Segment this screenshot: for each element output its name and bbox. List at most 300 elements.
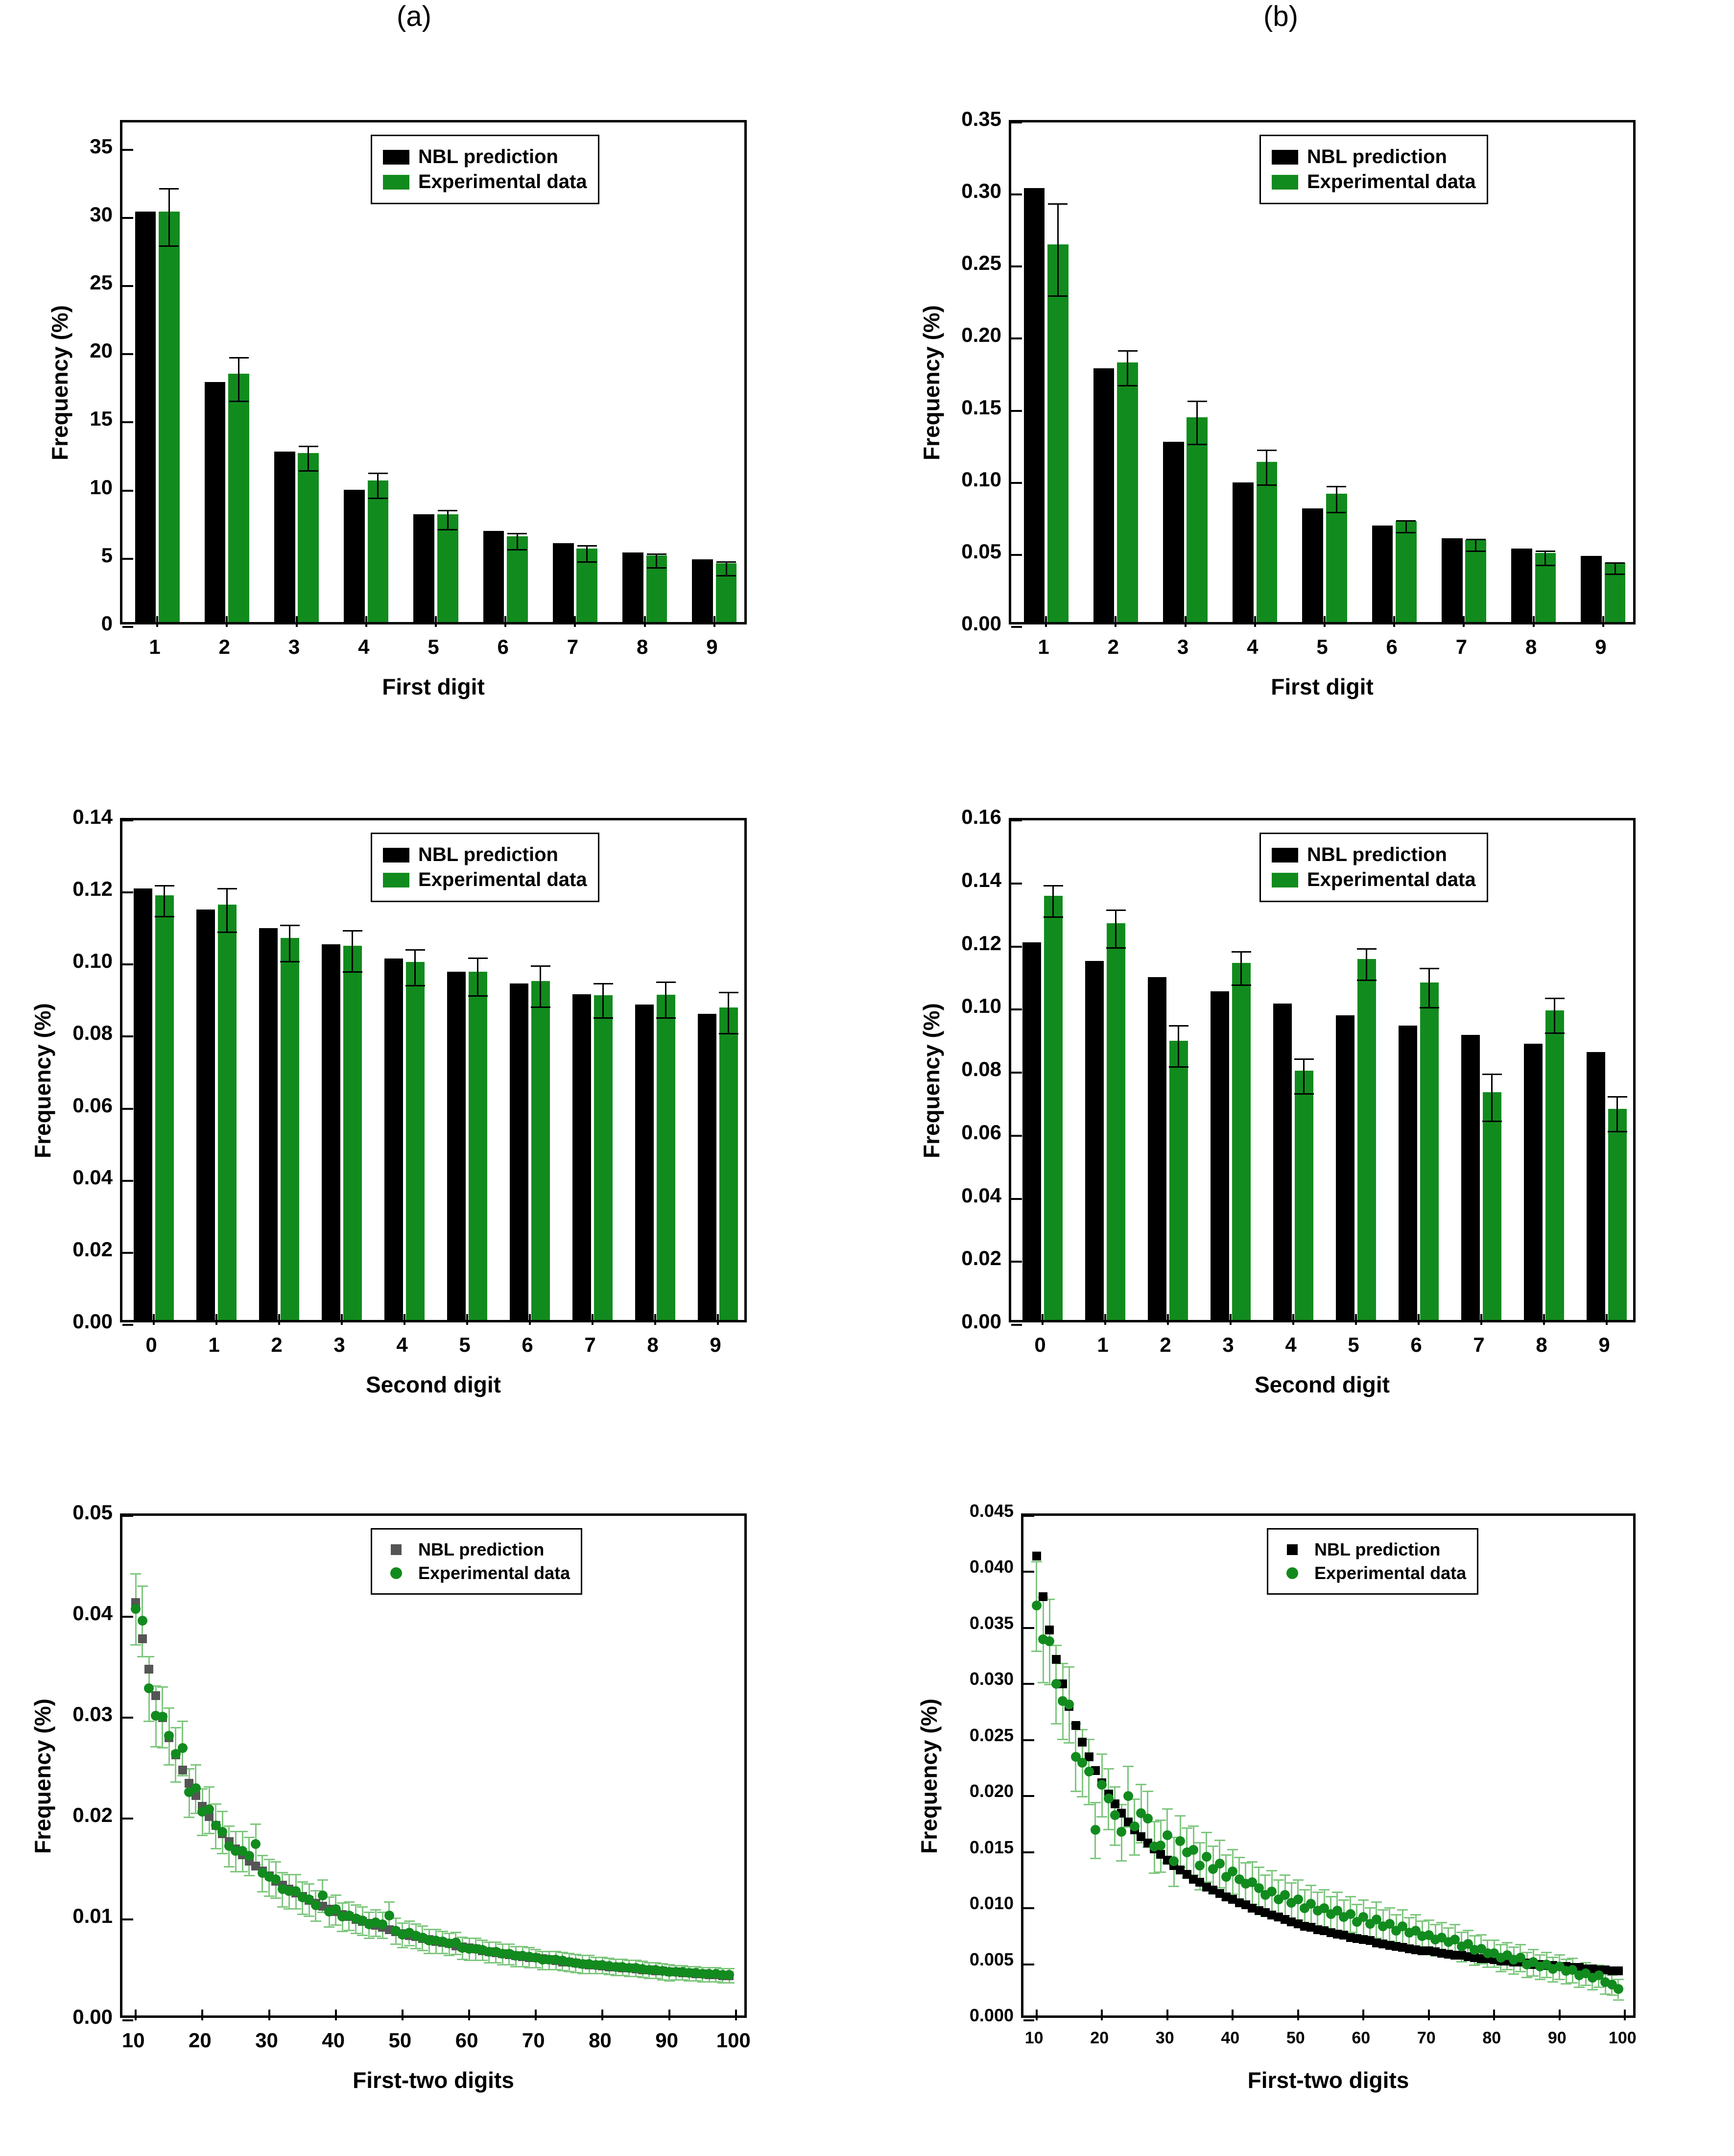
error-cap-bottom	[1031, 1651, 1042, 1652]
x-tick-mark	[1036, 2010, 1038, 2020]
error-cap-top	[1430, 1924, 1441, 1925]
x-tick-mark	[1559, 2010, 1561, 2020]
error-cap-top	[1545, 998, 1565, 999]
error-bar	[1475, 539, 1476, 551]
error-bar	[168, 188, 170, 245]
x-tick-mark	[504, 616, 506, 627]
error-cap-bottom	[1587, 1989, 1598, 1990]
error-bar	[1240, 951, 1242, 984]
legend	[371, 1528, 582, 1595]
error-cap-top	[530, 1949, 541, 1950]
error-cap-top	[468, 958, 488, 959]
error-cap-top	[397, 1922, 408, 1924]
error-cap-bottom	[477, 1960, 488, 1961]
x-tick-mark	[535, 2010, 537, 2020]
x-tick-label: 70	[522, 2029, 545, 2052]
y-tick-mark	[1011, 482, 1022, 484]
error-cap-top	[280, 925, 300, 926]
x-tick-mark	[278, 1314, 280, 1325]
x-tick-label: 9	[706, 635, 718, 658]
data-point	[1175, 1836, 1185, 1846]
legend-swatch	[390, 1567, 402, 1579]
x-tick-label: 30	[255, 2029, 278, 2052]
data-point	[1116, 1827, 1126, 1837]
y-tick-mark	[122, 1035, 133, 1037]
error-cap-bottom	[647, 567, 666, 569]
x-tick-label: 2	[271, 1333, 283, 1356]
x-tick-label: 100	[716, 2029, 751, 2052]
y-tick-mark	[1011, 193, 1022, 195]
error-cap-bottom	[1106, 947, 1126, 949]
x-tick-mark	[1254, 616, 1256, 627]
error-cap-top	[1443, 1927, 1454, 1929]
error-cap-bottom	[405, 985, 425, 986]
x-tick-label: 6	[497, 635, 509, 658]
error-cap-bottom	[1528, 1975, 1539, 1977]
x-tick-mark	[1185, 616, 1187, 627]
y-tick-mark	[122, 217, 133, 219]
error-cap-top	[1502, 1942, 1513, 1943]
bar-experimental-9	[1608, 1109, 1627, 1320]
x-tick-mark	[156, 616, 158, 627]
error-cap-top	[716, 561, 736, 563]
y-tick-label: 0.05	[961, 539, 1001, 563]
x-tick-mark	[1480, 1314, 1482, 1325]
y-tick-mark	[122, 421, 133, 423]
error-cap-top	[351, 1904, 361, 1906]
error-cap-top	[524, 1947, 535, 1948]
error-cap-top	[1365, 1907, 1376, 1909]
error-cap-top	[211, 1803, 221, 1805]
error-cap-bottom	[1545, 1032, 1565, 1034]
bar-nbl-7	[1461, 1035, 1480, 1320]
x-tick-mark	[435, 616, 437, 627]
bar-nbl-1	[1085, 961, 1104, 1320]
error-bar	[1196, 401, 1198, 444]
bar-experimental-2	[281, 938, 299, 1320]
y-tick-mark	[1023, 1964, 1034, 1965]
error-bar	[602, 983, 604, 1018]
y-tick-mark	[122, 353, 133, 355]
y-tick-label: 0.06	[72, 1093, 113, 1117]
x-tick-label: 8	[1525, 635, 1537, 658]
y-tick-label: 0.045	[969, 1501, 1014, 1521]
y-tick-label: 0.06	[961, 1120, 1001, 1144]
error-cap-top	[1299, 1889, 1310, 1891]
x-tick-mark	[335, 2010, 337, 2020]
error-cap-bottom	[1090, 1858, 1101, 1859]
x-tick-mark	[135, 2010, 137, 2020]
x-tick-label: 4	[396, 1333, 408, 1356]
y-tick-label: 0.000	[969, 2005, 1014, 2025]
y-tick-mark	[122, 1108, 133, 1110]
error-bar	[665, 982, 666, 1018]
y-tick-mark	[122, 1515, 133, 1517]
error-cap-top	[164, 1707, 174, 1709]
error-cap-bottom	[164, 1764, 174, 1766]
y-tick-label: 0.00	[72, 1310, 113, 1333]
y-axis-label: Frequency (%)	[916, 1699, 942, 1854]
error-bar	[238, 357, 239, 401]
error-cap-bottom	[343, 971, 362, 973]
x-tick-mark	[1292, 1314, 1294, 1325]
error-cap-top	[1254, 1867, 1264, 1868]
x-axis-label: Second digit	[1255, 1372, 1390, 1397]
error-cap-top	[1286, 1882, 1297, 1884]
data-point	[1110, 1810, 1120, 1820]
error-bar	[586, 545, 588, 561]
error-cap-bottom	[1118, 385, 1138, 386]
y-axis-label: Frequency (%)	[30, 1003, 55, 1158]
error-cap-bottom	[177, 1775, 188, 1776]
error-bar	[1366, 948, 1367, 980]
error-bar	[1057, 203, 1059, 295]
error-cap-top	[1169, 1025, 1188, 1027]
legend	[371, 135, 599, 204]
x-tick-mark	[1418, 1314, 1420, 1325]
x-tick-mark	[1166, 2010, 1168, 2020]
x-tick-mark	[404, 1314, 405, 1325]
data-point	[1202, 1852, 1211, 1862]
error-cap-top	[1476, 1934, 1487, 1936]
x-tick-mark	[296, 616, 298, 627]
error-cap-top	[491, 1941, 501, 1943]
y-tick-mark	[1023, 1515, 1034, 1517]
x-tick-mark	[215, 1314, 217, 1325]
x-tick-mark	[468, 2010, 470, 2020]
y-axis-label: Frequency (%)	[30, 1699, 55, 1854]
error-cap-top	[1232, 951, 1251, 953]
y-tick-label: 0.010	[969, 1893, 1014, 1914]
error-cap-bottom	[280, 961, 300, 962]
data-point	[318, 1891, 328, 1900]
error-bar	[289, 925, 290, 961]
x-tick-label: 90	[655, 2029, 678, 2052]
x-tick-mark	[1167, 1314, 1169, 1325]
y-tick-label: 0.10	[961, 994, 1001, 1018]
error-cap-bottom	[159, 245, 179, 247]
x-tick-label: 6	[522, 1333, 533, 1356]
bar-experimental-4	[368, 480, 389, 623]
x-tick-mark	[1362, 2010, 1364, 2020]
error-bar	[1303, 1058, 1305, 1093]
y-axis-label: Frequency (%)	[919, 1003, 944, 1158]
error-cap-top	[368, 473, 388, 474]
bar-experimental-7	[1483, 1092, 1501, 1320]
y-tick-label: 30	[90, 202, 113, 226]
error-cap-top	[1280, 1874, 1290, 1876]
y-axis-label: Frequency (%)	[919, 305, 944, 460]
error-cap-top	[1541, 1952, 1552, 1953]
error-cap-bottom	[157, 1747, 168, 1749]
error-cap-top	[1175, 1815, 1186, 1817]
y-tick-label: 0.16	[961, 805, 1001, 828]
y-tick-label: 0.12	[961, 931, 1001, 955]
error-cap-bottom	[417, 1950, 428, 1951]
y-tick-label: 0.01	[72, 1904, 113, 1927]
bar-experimental-7	[1465, 540, 1486, 622]
legend-label: NBL prediction	[1307, 146, 1447, 168]
error-cap-bottom	[257, 1891, 268, 1892]
x-tick-mark	[1493, 2010, 1495, 2020]
x-tick-label: 9	[1598, 1333, 1610, 1356]
y-tick-mark	[1023, 1851, 1034, 1853]
y-tick-mark	[122, 1180, 133, 1182]
error-cap-bottom	[229, 401, 249, 402]
error-cap-bottom	[531, 1006, 550, 1008]
x-tick-label: 4	[358, 635, 370, 658]
legend-item	[1279, 1539, 1466, 1560]
error-cap-top	[331, 1894, 341, 1896]
error-cap-top	[1391, 1914, 1401, 1916]
legend-label: NBL prediction	[418, 1539, 545, 1559]
error-cap-top	[1508, 1946, 1519, 1948]
y-tick-mark	[1011, 1261, 1022, 1263]
error-cap-top	[224, 1825, 235, 1827]
error-cap-top	[1410, 1914, 1421, 1916]
x-tick-label: 5	[1348, 1333, 1359, 1356]
x-tick-label: 1	[149, 635, 161, 658]
error-cap-bottom	[1155, 1871, 1166, 1873]
bar-nbl-5	[447, 972, 466, 1320]
error-cap-top	[1567, 1958, 1578, 1959]
error-cap-bottom	[1051, 1723, 1062, 1725]
y-tick-label: 0.005	[969, 1949, 1014, 1969]
error-bar	[477, 958, 478, 995]
legend-item	[383, 844, 587, 866]
bar-nbl-3	[322, 944, 340, 1320]
error-cap-top	[1312, 1892, 1323, 1893]
y-tick-label: 0.10	[961, 467, 1001, 491]
x-tick-mark	[1104, 1314, 1106, 1325]
error-cap-bottom	[1103, 1829, 1114, 1830]
error-bar	[1178, 1025, 1179, 1066]
error-cap-top	[1118, 350, 1138, 352]
y-tick-label: 0.040	[969, 1557, 1014, 1577]
error-cap-top	[1397, 1909, 1408, 1911]
y-tick-mark	[1023, 1571, 1034, 1573]
bar-experimental-2	[1169, 1041, 1188, 1320]
bar-nbl-6	[1399, 1026, 1417, 1320]
bar-nbl-4	[1233, 482, 1254, 622]
bar-experimental-3	[1232, 963, 1251, 1320]
bar-nbl-6	[483, 531, 504, 623]
y-tick-label: 0.00	[961, 612, 1001, 635]
bar-nbl-5	[1302, 508, 1323, 622]
y-tick-mark	[122, 2019, 133, 2021]
error-cap-top	[159, 188, 179, 190]
error-cap-bottom	[1466, 551, 1486, 552]
y-tick-label: 0.15	[961, 395, 1001, 419]
error-cap-top	[1319, 1889, 1330, 1891]
error-cap-bottom	[364, 1938, 375, 1939]
error-cap-bottom	[290, 1908, 301, 1910]
data-point	[1097, 1780, 1107, 1790]
y-tick-mark	[122, 1252, 133, 1254]
x-tick-mark	[1393, 616, 1395, 627]
y-tick-label: 0.020	[969, 1781, 1014, 1801]
x-tick-mark	[644, 616, 646, 627]
data-point	[1163, 1830, 1172, 1840]
y-tick-label: 0.015	[969, 1837, 1014, 1857]
data-point	[1045, 1626, 1054, 1634]
error-cap-top	[1048, 203, 1068, 205]
bar-experimental-2	[1117, 362, 1138, 622]
panel-label-b: (b)	[1263, 0, 1298, 32]
error-cap-top	[1044, 885, 1063, 886]
error-cap-bottom	[184, 1817, 194, 1818]
error-cap-top	[1358, 1899, 1369, 1901]
bar-nbl-2	[1148, 977, 1166, 1320]
bar-nbl-4	[1273, 1004, 1292, 1320]
error-cap-top	[317, 1879, 328, 1881]
error-cap-top	[357, 1906, 368, 1908]
y-tick-mark	[122, 819, 133, 821]
legend-label: Experimental data	[1307, 171, 1476, 192]
x-tick-label: 80	[1482, 2029, 1501, 2047]
data-point	[1032, 1552, 1041, 1560]
y-tick-label: 0.035	[969, 1612, 1014, 1633]
error-cap-top	[1463, 1930, 1473, 1931]
bar-nbl-9	[692, 559, 713, 622]
x-tick-label: 8	[1536, 1333, 1547, 1356]
error-cap-top	[1515, 1944, 1526, 1945]
error-cap-bottom	[217, 932, 237, 933]
error-cap-top	[143, 1656, 154, 1657]
bar-nbl-3	[1211, 991, 1229, 1320]
error-cap-top	[719, 992, 738, 993]
error-cap-top	[1338, 1899, 1349, 1901]
x-tick-label: 9	[710, 1333, 721, 1356]
x-tick-label: 20	[1090, 2029, 1109, 2047]
error-cap-top	[304, 1883, 314, 1885]
error-bar	[1336, 486, 1337, 512]
x-tick-mark	[1101, 2010, 1103, 2020]
bar-experimental-1	[218, 905, 237, 1320]
data-point	[131, 1604, 141, 1614]
legend-item	[1272, 869, 1476, 891]
x-tick-label: 7	[584, 1333, 596, 1356]
data-point	[1039, 1592, 1047, 1601]
error-cap-top	[264, 1859, 275, 1860]
x-tick-mark	[713, 616, 715, 627]
bar-nbl-2	[205, 382, 226, 622]
error-cap-top	[1096, 1753, 1107, 1755]
error-cap-bottom	[211, 1848, 221, 1849]
x-tick-mark	[668, 2010, 670, 2020]
bar-experimental-4	[406, 962, 425, 1320]
error-cap-top	[1294, 1058, 1314, 1060]
error-cap-bottom	[1064, 1742, 1074, 1744]
y-tick-mark	[1011, 265, 1022, 267]
x-tick-mark	[466, 1314, 468, 1325]
y-tick-label: 0	[101, 612, 113, 635]
x-tick-label: 6	[1386, 635, 1398, 658]
x-tick-label: 100	[1608, 2029, 1637, 2047]
bar-experimental-7	[594, 995, 613, 1320]
error-cap-bottom	[530, 1967, 541, 1968]
error-cap-bottom	[656, 1017, 676, 1019]
error-cap-bottom	[1605, 574, 1625, 575]
error-cap-top	[405, 949, 425, 951]
error-cap-top	[656, 982, 676, 983]
y-tick-mark	[122, 1717, 133, 1719]
error-cap-top	[237, 1831, 248, 1832]
error-bar	[1266, 450, 1267, 484]
bar-experimental-5	[469, 972, 487, 1320]
error-bar	[1405, 520, 1407, 532]
error-cap-top	[297, 1881, 308, 1883]
x-tick-label: 3	[288, 635, 300, 658]
x-tick-label: 3	[1222, 1333, 1234, 1356]
error-cap-bottom	[1541, 1977, 1552, 1978]
legend-item	[383, 1563, 570, 1583]
error-cap-bottom	[1110, 1845, 1120, 1846]
error-cap-bottom	[1057, 1739, 1068, 1740]
error-bar	[1491, 1074, 1493, 1121]
y-tick-mark	[1011, 410, 1022, 412]
legend	[1259, 135, 1488, 204]
data-point	[1614, 1984, 1623, 1994]
error-cap-top	[1456, 1932, 1467, 1933]
y-tick-label: 0.030	[969, 1669, 1014, 1689]
error-bar	[1615, 562, 1616, 574]
error-bar	[726, 561, 727, 575]
bar-nbl-7	[572, 994, 591, 1320]
error-cap-top	[451, 1932, 461, 1933]
error-cap-top	[1535, 1954, 1545, 1956]
data-point	[1346, 1909, 1355, 1919]
y-tick-label: 0.00	[961, 1310, 1001, 1333]
x-tick-mark	[341, 1314, 343, 1325]
y-tick-label: 0.00	[72, 2005, 113, 2028]
data-point	[1091, 1825, 1100, 1835]
data-point	[158, 1712, 167, 1722]
error-cap-top	[1547, 1957, 1558, 1958]
y-tick-mark	[122, 1324, 133, 1326]
y-tick-mark	[1011, 1072, 1022, 1074]
bar-nbl-2	[259, 928, 278, 1320]
legend-label: NBL prediction	[418, 146, 558, 168]
bar-experimental-3	[343, 946, 362, 1320]
error-cap-top	[1449, 1924, 1460, 1925]
data-point	[138, 1616, 147, 1626]
x-tick-label: 1	[1038, 635, 1049, 658]
error-cap-top	[1528, 1949, 1539, 1950]
y-tick-mark	[1011, 819, 1022, 821]
error-bar	[1052, 885, 1054, 916]
x-tick-mark	[268, 2010, 270, 2020]
y-tick-mark	[1011, 1008, 1022, 1010]
error-cap-top	[477, 1940, 488, 1941]
error-cap-top	[217, 1811, 228, 1812]
error-cap-bottom	[1396, 532, 1416, 533]
error-cap-top	[531, 965, 550, 967]
x-axis-label: First-two digits	[1247, 2067, 1409, 2093]
x-tick-label: 8	[647, 1333, 659, 1356]
bar-experimental-3	[1187, 417, 1208, 622]
error-cap-top	[724, 1968, 735, 1969]
error-cap-bottom	[1232, 984, 1251, 986]
x-tick-mark	[1324, 616, 1326, 627]
y-tick-label: 0.30	[961, 179, 1001, 203]
legend-swatch	[1272, 175, 1298, 190]
error-cap-bottom	[468, 995, 488, 997]
data-point	[178, 1743, 188, 1753]
bar-experimental-5	[437, 514, 458, 622]
error-cap-top	[1466, 539, 1486, 540]
y-tick-mark	[1023, 1795, 1034, 1797]
